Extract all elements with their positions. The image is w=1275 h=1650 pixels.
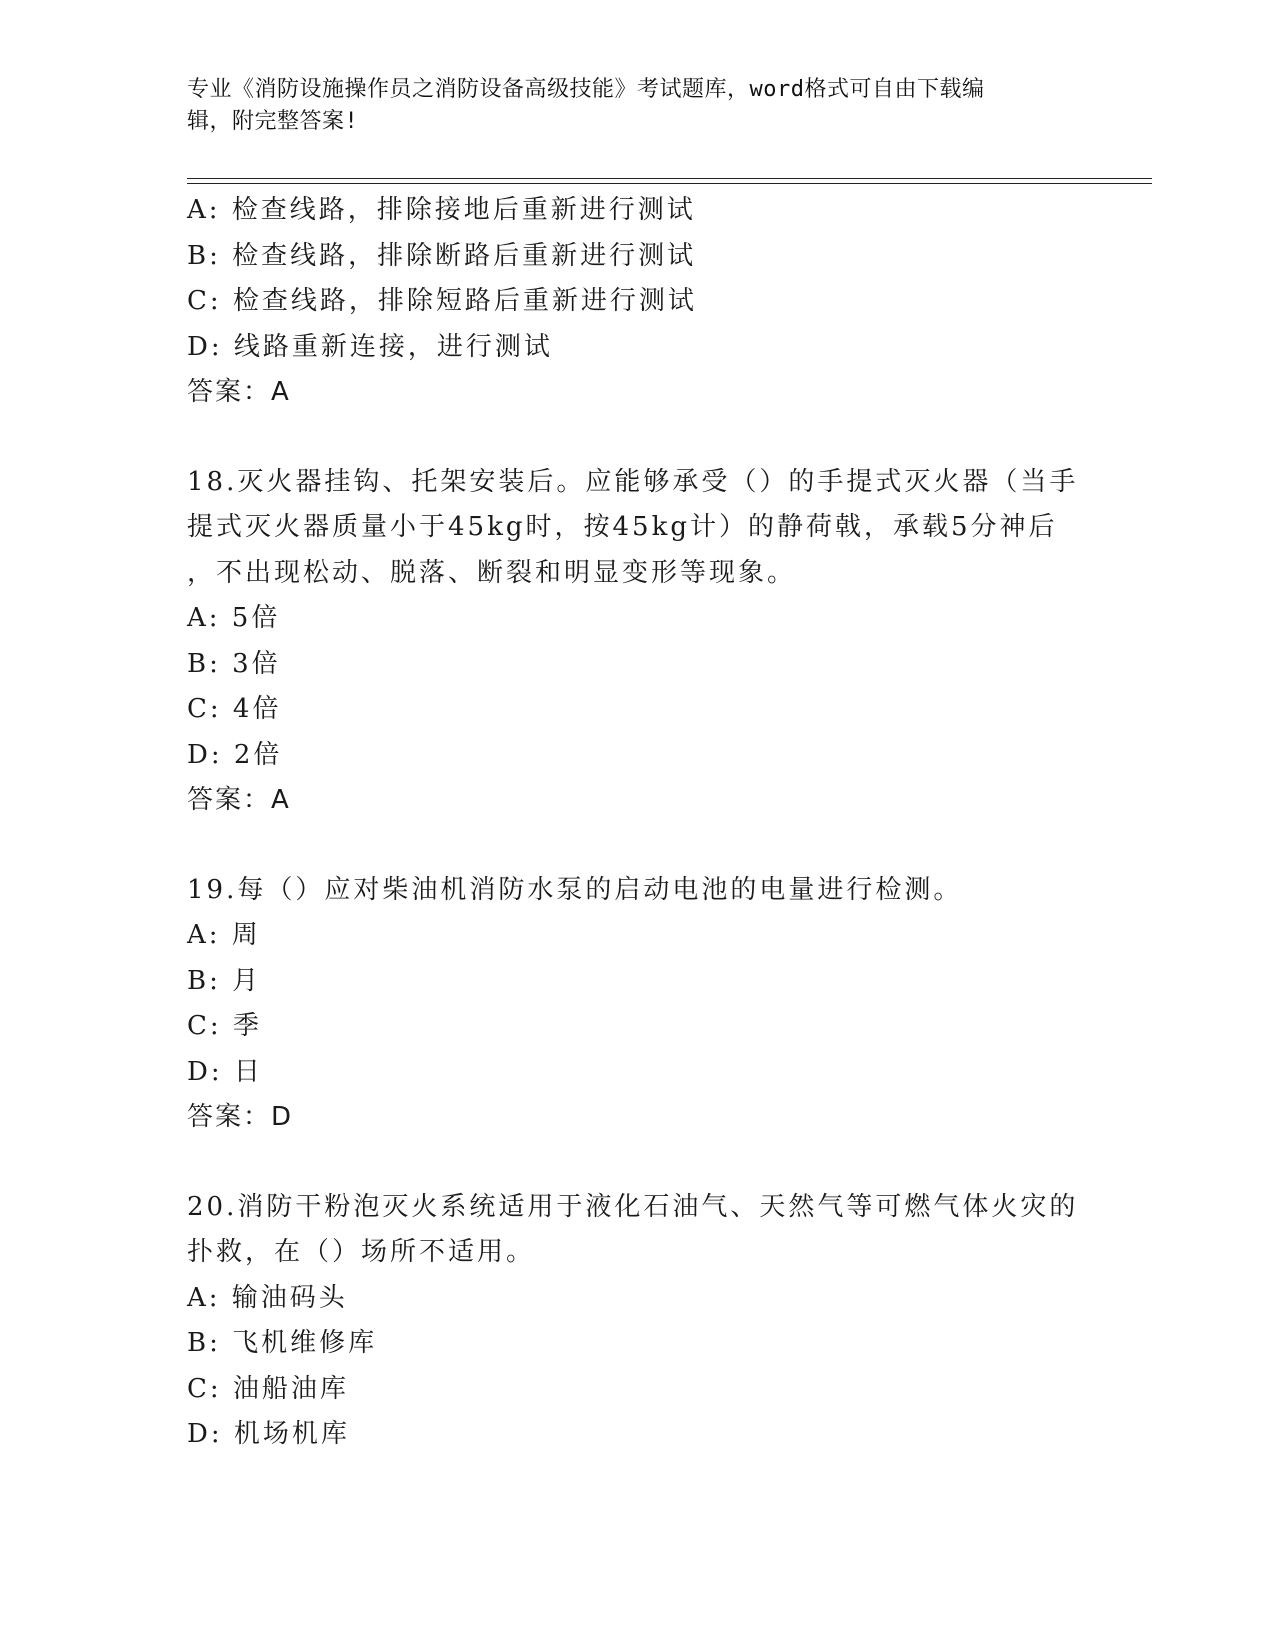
question-stem-line: 扑救，在（）场所不适用。 xyxy=(187,1237,536,1267)
option-d: D: 机场机库 xyxy=(187,1419,350,1449)
option-a: A: 输油码头 xyxy=(187,1282,348,1313)
question-stem-line: 20.消防干粉泡灭火系统适用于液化石油气、天然气等可燃气体火灾的 xyxy=(187,1191,1079,1222)
answer: 答案：A xyxy=(187,377,291,407)
answer: 答案：D xyxy=(187,1102,294,1132)
header-rule-top xyxy=(187,178,1152,179)
option-d: D: 线路重新连接，进行测试 xyxy=(187,331,553,362)
header-line-2: 辑，附完整答案! xyxy=(187,109,359,134)
header-line-1: 专业《消防设施操作员之消防设备高级技能》考试题库，word格式可自由下载编 xyxy=(187,77,985,102)
option-c: C: 4倍 xyxy=(187,694,282,724)
option-c: C: 检查线路，排除短路后重新进行测试 xyxy=(187,286,697,316)
question-17 xyxy=(187,188,1087,416)
answer: 答案：A xyxy=(187,785,291,815)
question-20 xyxy=(187,1185,1087,1458)
option-a: A: 5倍 xyxy=(187,603,281,633)
question-stem-line: 18.灭火器挂钩、托架安装后。应能够承受（）的手提式灭火器（当手 xyxy=(187,466,1079,497)
option-d: D: 日 xyxy=(187,1056,263,1087)
option-d: D: 2倍 xyxy=(187,739,283,770)
document-header xyxy=(187,74,1067,138)
header-rule-bottom xyxy=(187,183,1152,184)
option-a: A: 周 xyxy=(187,920,261,950)
question-19 xyxy=(187,868,1087,1141)
option-a: A: 检查线路，排除接地后重新进行测试 xyxy=(187,195,696,225)
question-stem-line: 提式灭火器质量小于45kg时，按45kg计）的静荷戟，承载5分神后 xyxy=(187,512,1058,542)
option-c: C: 季 xyxy=(187,1011,262,1041)
question-18 xyxy=(187,460,1087,824)
option-b: B: 飞机维修库 xyxy=(187,1328,378,1358)
option-c: C: 油船油库 xyxy=(187,1373,349,1404)
option-b: B: 月 xyxy=(187,965,262,996)
question-list xyxy=(187,188,1087,1458)
question-stem-line: 19.每（）应对柴油机消防水泵的启动电池的电量进行检测。 xyxy=(187,874,963,905)
question-stem-line: ，不出现松动、脱落、断裂和明显变形等现象。 xyxy=(187,557,797,588)
option-b: B: 3倍 xyxy=(187,648,281,679)
option-b: B: 检查线路，排除断路后重新进行测试 xyxy=(187,240,697,271)
